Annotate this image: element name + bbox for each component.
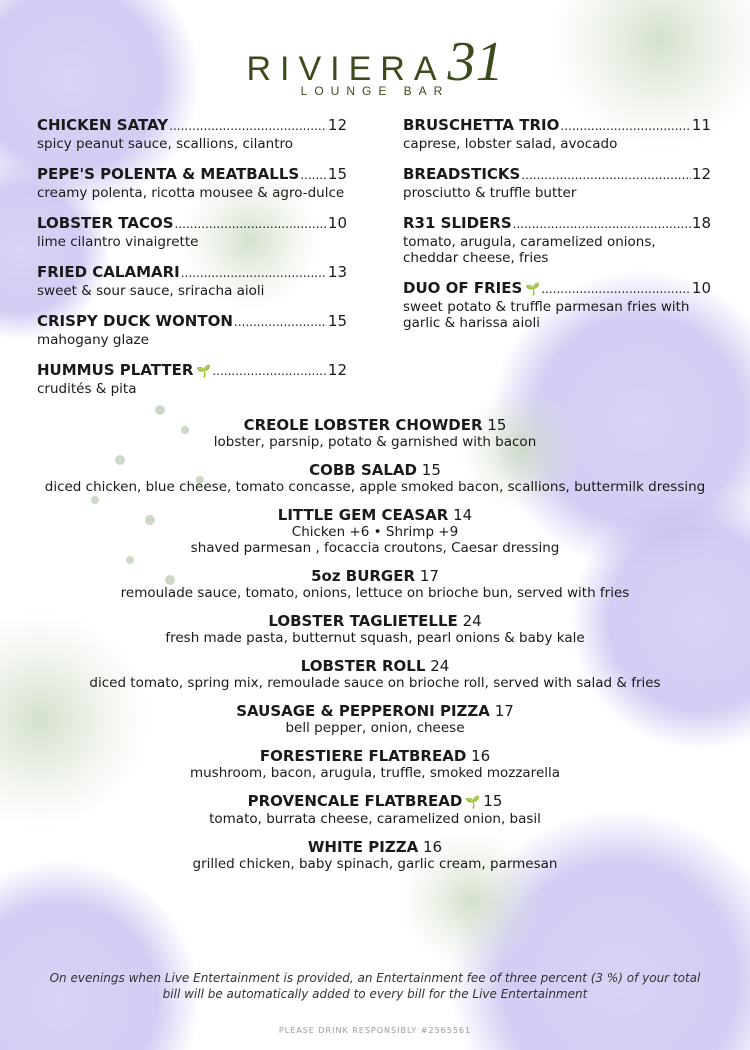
menu-item-name: DUO OF FRIES (403, 279, 523, 297)
menu-item-name: PEPE'S POLENTA & MEATBALLS (37, 165, 300, 183)
menu-item-price: 17 (494, 702, 514, 720)
menu-item-price: 12 (691, 165, 711, 183)
menu-item-line (37, 165, 347, 185)
dot-leader (521, 166, 691, 185)
menu-item-line (37, 361, 347, 381)
menu-item-title (0, 612, 750, 630)
menu-item-line (37, 312, 347, 332)
menu-item-line (37, 214, 347, 234)
menu-item (0, 702, 750, 736)
menu-item-title (0, 416, 750, 434)
menu-item-name: CRISPY DUCK WONTON (37, 312, 233, 330)
menu-item (0, 838, 750, 872)
menu-item-name: SAUSAGE & PEPPERONI PIZZA (236, 702, 490, 720)
dot-leader (513, 215, 691, 234)
menu-item-description: crudités & pita (37, 381, 137, 397)
menu-item (403, 165, 711, 201)
menu-item-title (0, 747, 750, 765)
menu-item-description: lime cilantro vinaigrette (37, 234, 199, 250)
menu-item (37, 165, 347, 201)
dot-leader (560, 117, 691, 136)
menu-item-description: mushroom, bacon, arugula, truffle, smoked mozzarella (189, 765, 561, 781)
menu-item-name: CHICKEN SATAY (37, 116, 169, 134)
menu-item-price: 15 (487, 416, 507, 434)
menu-item-name: BRUSCHETTA TRIO (403, 116, 560, 134)
menu-item-price: 16 (423, 838, 443, 856)
menu-item-description: bell pepper, onion, cheese (285, 720, 465, 736)
menu-item-description: sweet potato & truffle parmesan fries with garlic & harissa aioli (403, 299, 690, 331)
mains-section (0, 416, 750, 883)
menu-item-description: mahogany glaze (37, 332, 149, 348)
menu-item (0, 747, 750, 781)
menu-item (403, 116, 711, 152)
menu-item-title (0, 506, 750, 524)
menu-item-price: 13 (327, 263, 347, 281)
menu-item-price: 18 (691, 214, 711, 232)
menu-item-description: remoulade sauce, tomato, onions, lettuce on brioche bun, served with fries (120, 585, 630, 601)
menu-item-description: tomato, burrata cheese, caramelized onion, basil (209, 811, 541, 827)
menu-item-description: sweet & sour sauce, sriracha aioli (37, 283, 265, 299)
menu-item (37, 116, 347, 152)
appetizers-right-column (403, 116, 711, 344)
menu-item-price: 15 (327, 165, 347, 183)
logo-subtitle: LOUNGE BAR (300, 84, 450, 98)
menu-item-description: grilled chicken, baby spinach, garlic cream, parmesan (192, 856, 558, 872)
dot-leader (234, 313, 327, 332)
menu-item-name: CREOLE LOBSTER CHOWDER (243, 416, 483, 434)
menu-item-price: 15 (327, 312, 347, 330)
menu-item-description: lobster, parsnip, potato & garnished with bacon (213, 434, 537, 450)
leaf-icon: 🌱 (196, 364, 212, 378)
menu-item-name: LOBSTER TAGLIETELLE (268, 612, 458, 630)
menu-item (0, 612, 750, 646)
dot-leader (300, 166, 327, 185)
menu-item (0, 567, 750, 601)
menu-item-description: prosciutto & truffle butter (403, 185, 577, 201)
menu-item-title (0, 792, 750, 811)
menu-item-line (403, 116, 711, 136)
leaf-icon: 🌱 (525, 282, 541, 296)
menu-item-name: BREADSTICKS (403, 165, 521, 183)
menu-item (0, 657, 750, 691)
legal-notice: PLEASE DRINK RESPONSIBLY #2565561 (278, 1026, 472, 1035)
menu-item-price: 15 (421, 461, 441, 479)
dot-leader (175, 215, 327, 234)
leaf-icon: 🌱 (465, 795, 481, 809)
menu-item-name: LOBSTER TACOS (37, 214, 174, 232)
menu-item-title (0, 567, 750, 585)
menu-item (37, 214, 347, 250)
menu-item-price: 16 (471, 747, 491, 765)
menu-item-description: fresh made pasta, butternut squash, pearl onions & baby kale (165, 630, 585, 646)
menu-item (37, 361, 347, 397)
dot-leader (181, 264, 327, 283)
menu-item-description: creamy polenta, ricotta mousee & agro-dulce (37, 185, 345, 201)
menu-item-name: HUMMUS PLATTER (37, 361, 194, 379)
menu-item-price: 10 (691, 279, 711, 297)
menu-item-title (0, 461, 750, 479)
menu-item-title (0, 657, 750, 675)
menu-item-line (403, 214, 711, 234)
menu-item-price: 15 (483, 792, 503, 810)
menu-item-description: diced tomato, spring mix, remoulade sauce on brioche roll, served with salad & fries (89, 675, 661, 691)
menu-item-description: caprese, lobster salad, avocado (403, 136, 618, 152)
dot-leader (169, 117, 327, 136)
menu-item-name: PROVENCALE FLATBREAD (247, 792, 463, 810)
menu-item-price: 17 (419, 567, 439, 585)
menu-item-price: 12 (327, 116, 347, 134)
menu-item (0, 792, 750, 827)
menu-item-description: diced chicken, blue cheese, tomato concasse, apple smoked bacon, scallions, buttermilk dressing (44, 479, 706, 495)
menu-item-price: 14 (453, 506, 473, 524)
menu-item (0, 506, 750, 556)
menu-item-name: WHITE PIZZA (307, 838, 419, 856)
menu-item (37, 312, 347, 348)
menu-item-description: spicy peanut sauce, scallions, cilantro (37, 136, 294, 152)
menu-item-name: FORESTIERE FLATBREAD (259, 747, 467, 765)
menu-item-title (0, 838, 750, 856)
menu-item-price: 11 (691, 116, 711, 134)
menu-item-description: tomato, arugula, caramelized onions, cheddar cheese, fries (403, 234, 656, 266)
menu-item-price: 10 (327, 214, 347, 232)
menu-item (403, 214, 711, 266)
entertainment-fee-note: On evenings when Live Entertainment is provided, an Entertainment fee of three percent (3 %) of your total bill will be automatically added to every bill for the Live Entertainment (49, 971, 701, 1001)
menu-item-line (403, 165, 711, 185)
menu-item-name: COBB SALAD (309, 461, 417, 479)
menu-item-addons: Chicken +6 • Shrimp +9 (291, 524, 459, 540)
menu-item (403, 279, 711, 331)
menu-item-line (403, 279, 711, 299)
menu-item (0, 461, 750, 495)
dot-leader (541, 280, 691, 299)
menu-item-price: 24 (462, 612, 482, 630)
appetizers-left-column (37, 116, 347, 410)
menu-item-line (37, 263, 347, 283)
logo-number: 31 (447, 31, 504, 93)
menu-item-name: R31 SLIDERS (403, 214, 512, 232)
menu-item (0, 416, 750, 450)
menu-item-name: LITTLE GEM CEASAR (277, 506, 449, 524)
logo-wordmark: RIVIERA (246, 50, 446, 88)
menu-item-price: 12 (327, 361, 347, 379)
logo (0, 31, 750, 98)
menu-item-name: FRIED CALAMARI (37, 263, 180, 281)
menu-item-price: 24 (430, 657, 450, 675)
menu-item-name: 5oz BURGER (311, 567, 416, 585)
menu-item-name: LOBSTER ROLL (300, 657, 426, 675)
menu-item (37, 263, 347, 299)
menu-item-description: shaved parmesan , focaccia croutons, Caesar dressing (190, 540, 560, 556)
menu-item-line (37, 116, 347, 136)
menu-item-title (0, 702, 750, 720)
dot-leader (212, 362, 327, 381)
